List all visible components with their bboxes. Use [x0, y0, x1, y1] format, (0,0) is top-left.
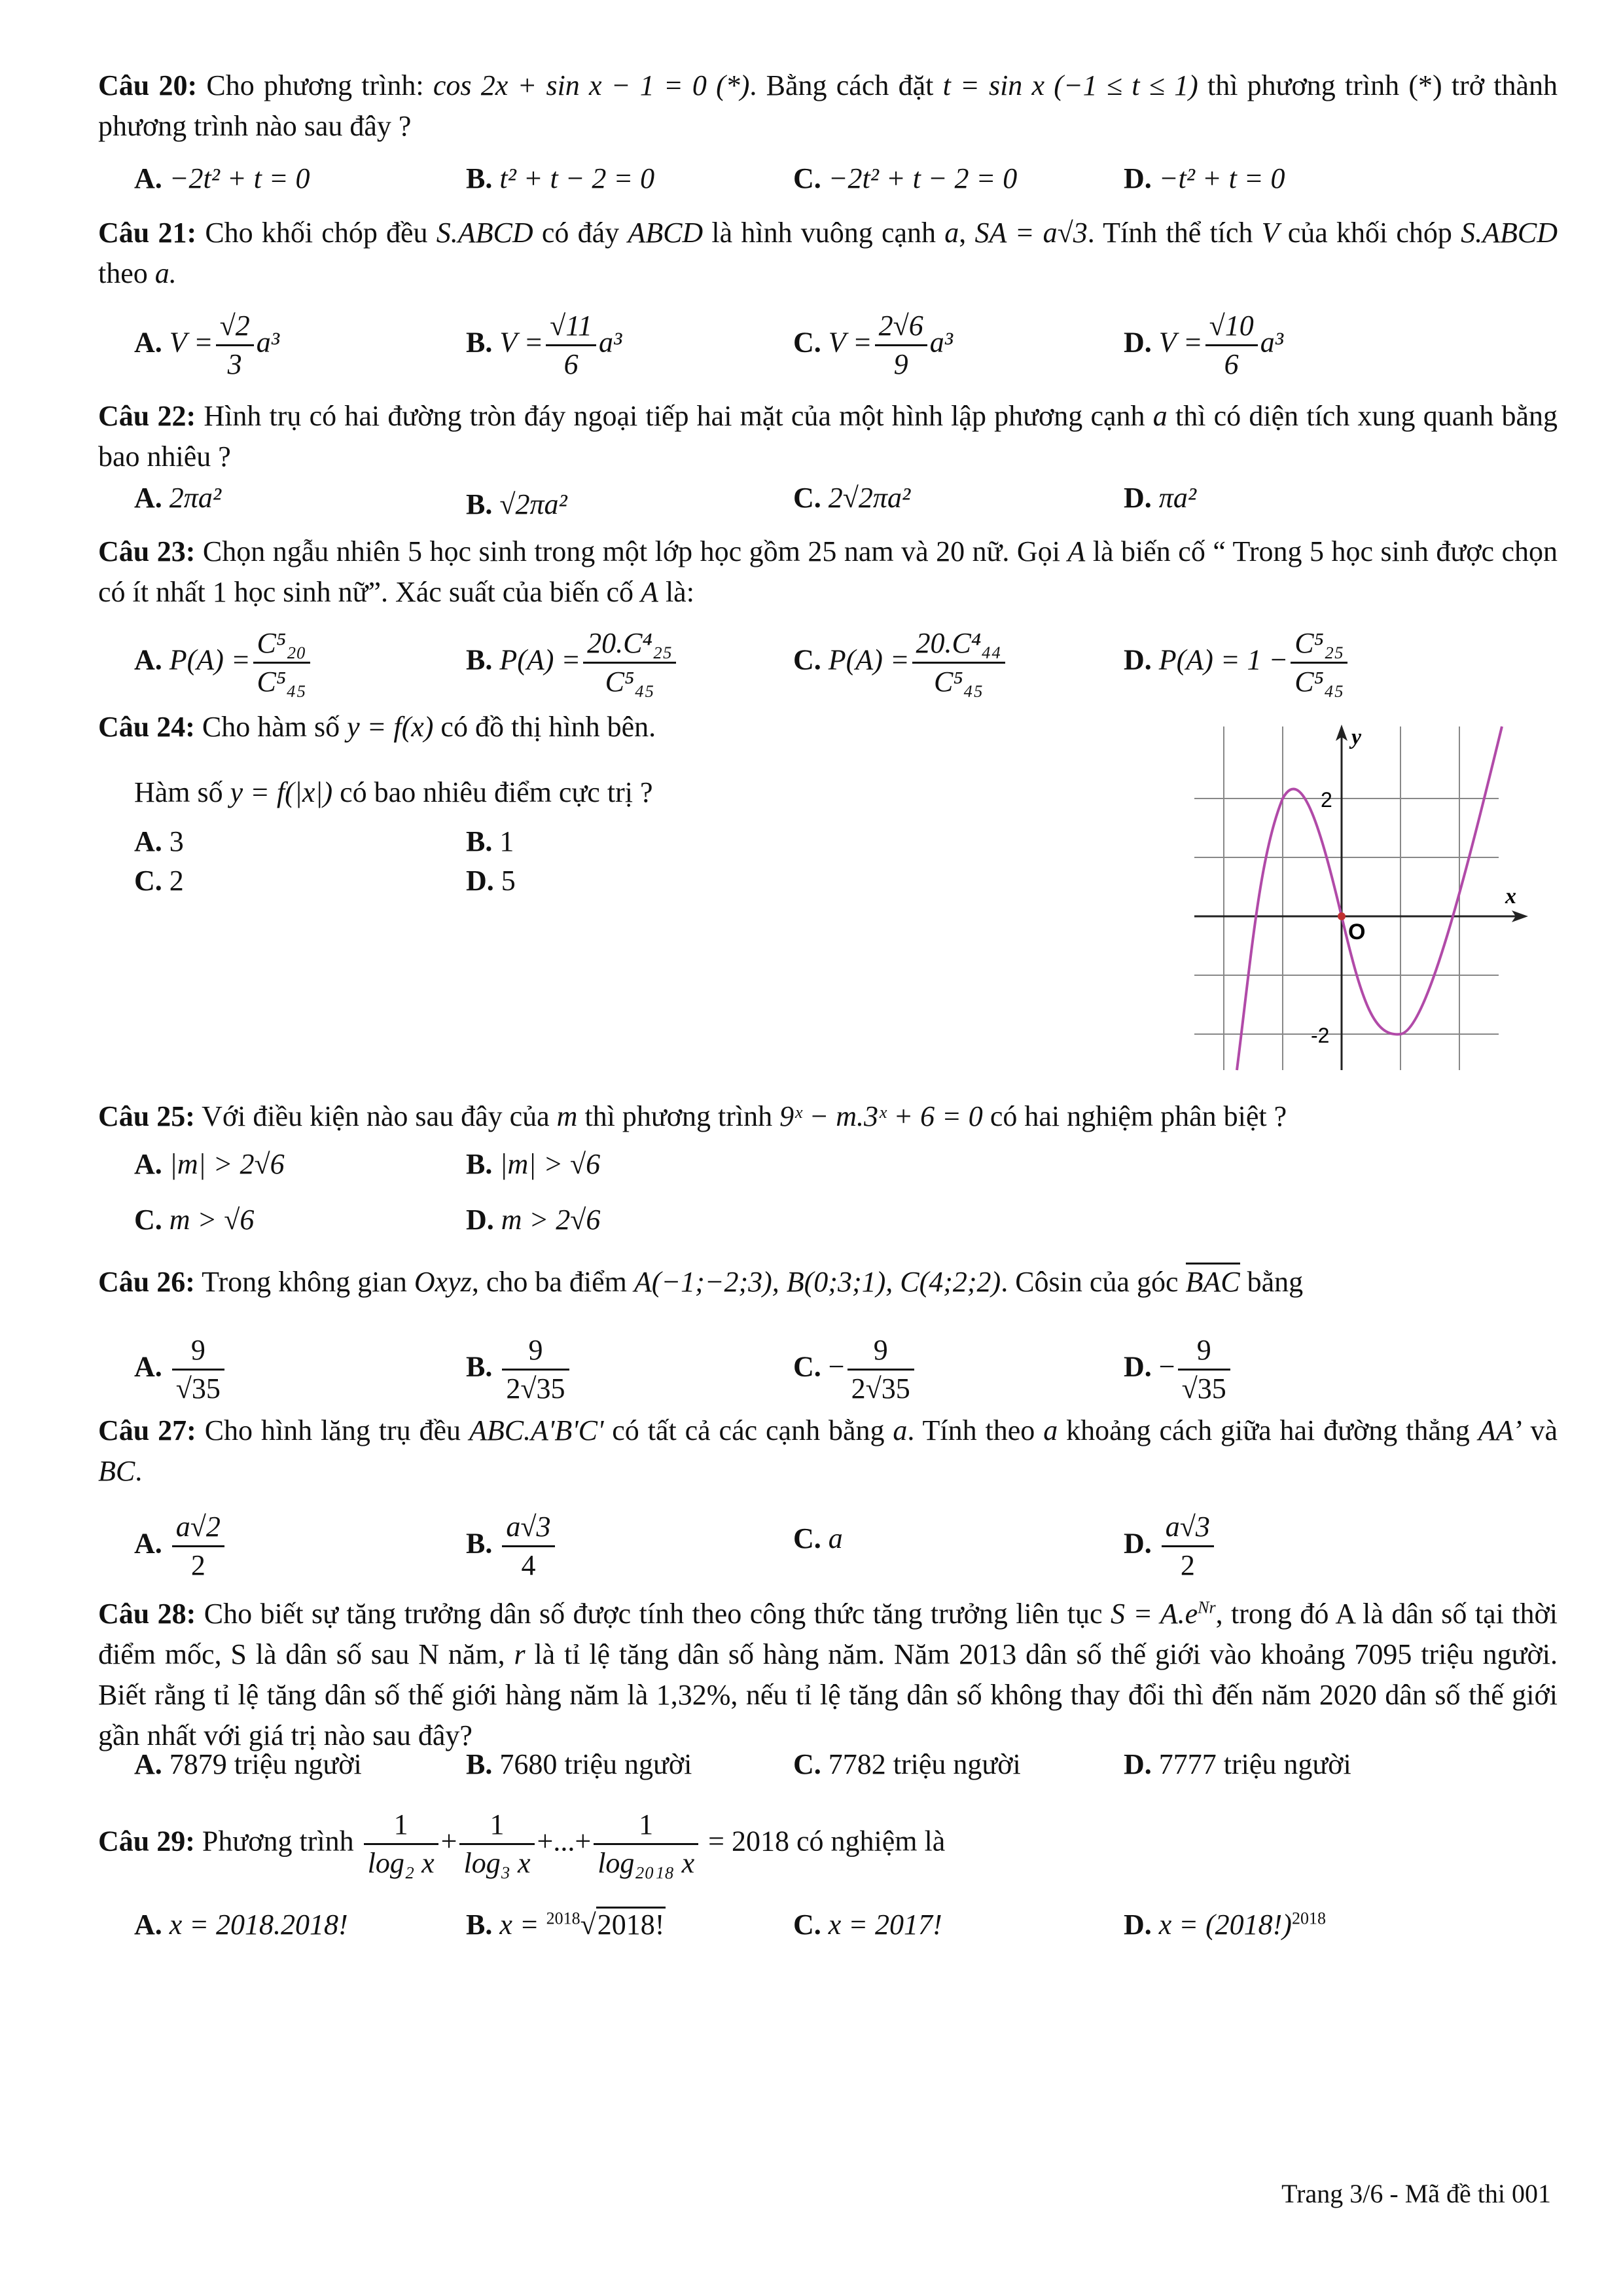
answer-prefix: x = (2018!) [1158, 1909, 1292, 1941]
numerator: C⁵₂₅ [1291, 625, 1347, 664]
answer-label: D. [466, 1204, 494, 1236]
math: BC [98, 1455, 135, 1487]
answer-label: D. [1124, 1527, 1152, 1560]
question-text: là biến cố “ Trong 5 học sinh được chọn có ít nhất 1 học sinh nữ”. Xác suất của biến cố [98, 535, 1558, 608]
answer-a [134, 1509, 227, 1584]
math: A [641, 576, 658, 608]
answer-label: D. [1124, 162, 1152, 194]
fraction [364, 1806, 438, 1882]
answer-label: B. [466, 1350, 493, 1383]
answer-a [134, 1144, 285, 1185]
equation-rhs: = 2018 [708, 1825, 789, 1857]
math: y = f(x) [347, 711, 434, 743]
question-text: Cho phương trình: [206, 69, 424, 101]
answer-label: B. [466, 162, 493, 194]
answer-prefix: x = [499, 1909, 539, 1941]
answer-value: 7782 [828, 1748, 886, 1780]
answer-rhs: a³ [599, 326, 622, 359]
question-label: Câu 21: [98, 217, 197, 249]
math: a [893, 1414, 908, 1446]
answer-c [793, 625, 1008, 700]
numerator: a√3 [502, 1509, 554, 1547]
question-label: Câu 26: [98, 1266, 195, 1298]
answer-d [1124, 625, 1350, 700]
question-21: Câu 21: Cho khối chóp đều S.ABCD có đáy ABCD là hình vuông cạnh a, SA = a√3. Tính thể tích V của khối chóp S.ABCD theo a. [98, 217, 1558, 289]
x-axis-label: x [1505, 884, 1516, 908]
answer-label: C. [793, 482, 821, 514]
answer-c [793, 1744, 1021, 1785]
answer-label: A. [134, 326, 162, 359]
numerator: 9 [172, 1332, 224, 1371]
answer-c [793, 158, 1017, 199]
answer-label: A. [134, 1148, 162, 1180]
answer-value: 7777 [1158, 1748, 1217, 1780]
answer-value: |m| > 2√6 [169, 1148, 285, 1180]
question-text: . Tính theo [907, 1414, 1035, 1446]
angle: BAC [1186, 1263, 1240, 1298]
question-text: . Tính thể tích [1087, 217, 1253, 249]
answer-label: C. [793, 1522, 821, 1554]
question-label: Câu 20: [98, 69, 198, 101]
answer-label: C. [134, 1204, 162, 1236]
fraction [546, 308, 596, 383]
fraction [1205, 308, 1258, 383]
answer-b [466, 1509, 558, 1584]
tick-label-2: 2 [1321, 788, 1332, 812]
numerator: 9 [1178, 1332, 1230, 1371]
answer-d [1124, 1905, 1326, 1945]
question-label: Câu 28: [98, 1598, 196, 1630]
fraction [1291, 625, 1347, 700]
answer-value: −2t² + t = 0 [169, 162, 310, 194]
answer-c [134, 861, 184, 901]
denominator: 2 [1180, 1549, 1195, 1581]
function-graph [1191, 723, 1531, 1073]
question-text: . Bằng cách đặt [749, 69, 934, 101]
answer-prefix: 1 − [1247, 643, 1289, 676]
answer-unit: triệu người [564, 1748, 692, 1780]
math: r [514, 1638, 526, 1670]
answer-a [134, 1332, 227, 1407]
question-24-sub [134, 772, 652, 813]
fraction [459, 1806, 534, 1882]
answer-label: B. [466, 488, 493, 520]
answer-value: πa² [1158, 482, 1197, 514]
answer-value: √2πa² [499, 488, 567, 520]
answer-label: B. [466, 1527, 493, 1560]
denominator: 9 [893, 348, 908, 380]
math: ABCD [628, 217, 704, 249]
answer-rhs: a³ [929, 326, 953, 359]
denominator: C⁵₄₅ [934, 666, 984, 698]
answer-value: 2πa² [169, 482, 222, 514]
answer-rhs: a³ [1260, 326, 1283, 359]
question-label: Câu 25: [98, 1100, 195, 1132]
page-footer: Trang 3/6 - Mã đề thi 001 [1281, 2179, 1551, 2208]
math: y = f(|x|) [230, 776, 333, 808]
answer-d [1124, 1332, 1233, 1407]
answer-label: B. [466, 643, 493, 676]
grid [1194, 726, 1499, 1070]
answer-d [466, 861, 516, 901]
answer-lhs: P(A) = [169, 643, 251, 676]
question-label: Câu 24: [98, 711, 195, 743]
question-text: của khối chóp [1287, 217, 1452, 249]
answer-label: D. [1124, 1748, 1152, 1780]
formula-base: S = A.e [1110, 1598, 1198, 1630]
numerator: √2 [216, 308, 254, 346]
answer-a [134, 478, 221, 518]
answer-lhs: V = [499, 326, 544, 359]
answer-label: C. [793, 1748, 821, 1780]
answer-value: −t² + t = 0 [1158, 162, 1285, 194]
math: a [944, 217, 959, 249]
question-text: có nghiệm là [796, 1825, 946, 1857]
question-text: bằng [1247, 1266, 1304, 1298]
answer-value: a [828, 1522, 843, 1554]
answer-c [793, 1332, 917, 1407]
denominator: √35 [175, 1372, 221, 1405]
answer-b [466, 158, 654, 199]
question-text: khoảng cách giữa hai đường thẳng [1066, 1414, 1470, 1446]
answer-label: A. [134, 162, 162, 194]
answer-unit: triệu người [234, 1748, 362, 1780]
answer-label: D. [1124, 326, 1152, 359]
math: AA’ [1478, 1414, 1522, 1446]
answer-d [1124, 478, 1196, 518]
math: SA = a√3 [974, 217, 1088, 249]
answer-label: D. [1124, 1350, 1152, 1383]
question-27 [98, 1410, 1558, 1492]
answer-value: x = 2017! [828, 1909, 942, 1941]
fraction [875, 308, 927, 383]
question-22 [98, 396, 1558, 477]
answer-value: 5 [501, 865, 516, 897]
answer-rhs: a³ [256, 326, 279, 359]
question-text: . Côsin của góc [1001, 1266, 1179, 1298]
origin-label: O [1348, 920, 1366, 944]
answer-label: C. [793, 326, 821, 359]
answer-label: B. [466, 1748, 493, 1780]
numerator: 20.C⁴₄₄ [912, 625, 1005, 664]
denominator: √35 [1181, 1372, 1226, 1405]
origin-point [1338, 912, 1346, 920]
denominator: C⁵₄₅ [1294, 666, 1344, 698]
fraction [1162, 1509, 1214, 1584]
math: Oxyz [414, 1266, 472, 1298]
question-label: Câu 23: [98, 535, 196, 567]
answer-value: −2t² + t − 2 = 0 [828, 162, 1018, 194]
numerator: 2√6 [875, 308, 927, 346]
numerator: 20.C⁴₂₅ [583, 625, 676, 664]
numerator: 1 [594, 1806, 698, 1845]
math: m [556, 1100, 578, 1132]
answer-c [793, 308, 953, 383]
numerator: √10 [1205, 308, 1258, 346]
answer-sign: − [828, 1350, 845, 1383]
answer-label: B. [466, 1909, 493, 1941]
question-text: Hàm số [134, 776, 223, 808]
denominator: 6 [1224, 348, 1239, 380]
answer-label: A. [134, 482, 162, 514]
question-26 [98, 1262, 1303, 1302]
math: S.ABCD [1461, 217, 1558, 249]
equation: cos 2x + sin x − 1 = 0 (*) [433, 69, 750, 101]
question-text: Chọn ngẫu nhiên 5 học sinh trong một lớp học gồm 25 nam và 20 nữ. Gọi [202, 535, 1060, 567]
fraction [216, 308, 254, 383]
math: a. [154, 257, 177, 289]
answer-d [1124, 308, 1283, 383]
question-text: là hình vuông cạnh [711, 217, 936, 249]
denominator: 6 [563, 348, 579, 380]
answer-label: B. [466, 1148, 493, 1180]
denominator: log₃ x [463, 1847, 531, 1879]
answer-value: 7879 [169, 1748, 227, 1780]
answer-lhs: P(A) = [1158, 643, 1240, 676]
answer-d [1124, 158, 1285, 199]
answer-unit: triệu người [893, 1748, 1021, 1780]
answer-a [134, 158, 310, 199]
answer-b [466, 308, 622, 383]
numerator: √11 [546, 308, 596, 346]
answer-c [134, 1200, 254, 1240]
answer-value: 7680 [499, 1748, 558, 1780]
question-text: thì phương trình (*) trở thành phương trình nào sau đây ? [98, 69, 1558, 142]
answer-label: B. [466, 326, 493, 359]
function-curve [1237, 726, 1502, 1070]
answer-label: A. [134, 825, 162, 857]
answer-label: D. [1124, 1909, 1152, 1941]
fraction [912, 625, 1005, 700]
answer-value: 1 [499, 825, 514, 857]
answer-label: D. [466, 865, 494, 897]
answer-b [466, 1144, 600, 1185]
question-text: theo [98, 257, 148, 289]
answer-value: t² + t − 2 = 0 [499, 162, 655, 194]
fraction [1178, 1332, 1230, 1407]
question-25 [98, 1096, 1287, 1137]
numerator: 1 [459, 1806, 534, 1845]
question-text: Cho khối chóp đều [205, 217, 428, 249]
denominator: C⁵₄₅ [257, 666, 306, 698]
denominator: log₂₀₁₈ x [597, 1847, 695, 1879]
tick-label-neg2: -2 [1311, 1024, 1330, 1047]
numerator: 1 [364, 1806, 438, 1845]
answer-label: A. [134, 643, 162, 676]
answer-lhs: P(A) = [499, 643, 581, 676]
denominator: 2 [190, 1549, 205, 1581]
answer-value: 2 [169, 865, 184, 897]
answer-label: C. [793, 1909, 821, 1941]
question-text: , cho ba điểm [471, 1266, 627, 1298]
question-text: Với điều kiện nào sau đây của [202, 1100, 550, 1132]
denominator: 3 [227, 348, 242, 380]
numerator: a√2 [172, 1509, 224, 1547]
question-text: có bao nhiêu điểm cực trị ? [340, 776, 653, 808]
answer-label: C. [793, 1350, 821, 1383]
question-24 [98, 707, 656, 747]
math: V [1261, 217, 1279, 249]
substitution: t = sin x (−1 ≤ t ≤ 1) [942, 69, 1198, 101]
question-text: Phương trình [202, 1825, 354, 1857]
formula [1111, 1598, 1216, 1630]
question-text: Trong không gian [202, 1266, 407, 1298]
question-text: có đáy [541, 217, 620, 249]
answer-d [466, 1200, 600, 1240]
fraction [172, 1509, 224, 1584]
fraction [847, 1332, 914, 1407]
answer-sign: − [1158, 1350, 1175, 1383]
fraction [502, 1509, 554, 1584]
answer-label: D. [1124, 482, 1152, 514]
denominator: 2√35 [851, 1372, 910, 1405]
question-text: có hai nghiệm phân biệt ? [990, 1100, 1287, 1132]
answer-label: C. [793, 643, 821, 676]
question-28 [98, 1594, 1558, 1756]
numerator: a√3 [1162, 1509, 1214, 1547]
answer-lhs: V = [1158, 326, 1203, 359]
answer-lhs: V = [828, 326, 872, 359]
answer-a [134, 308, 279, 383]
answer-a [134, 1905, 348, 1945]
denominator: C⁵₄₅ [605, 666, 654, 698]
math: A [1067, 535, 1086, 567]
numerator: 9 [502, 1332, 569, 1371]
answer-label: C. [134, 865, 162, 897]
math: a [1043, 1414, 1058, 1446]
ellipsis: +...+ [537, 1825, 592, 1857]
answer-lhs: P(A) = [828, 643, 910, 676]
answer-value: x = 2018.2018! [169, 1909, 348, 1941]
answer-label: A. [134, 1748, 162, 1780]
formula-exponent: Nr [1198, 1598, 1216, 1617]
question-text: là: [665, 576, 694, 608]
answer-d [1124, 1509, 1217, 1584]
answer-b [466, 625, 679, 700]
question-text: Cho biết sự tăng trưởng dân số được tính theo công thức tăng trưởng liên tục [204, 1598, 1103, 1630]
answer-value: m > 2√6 [501, 1204, 601, 1236]
question-text: có tất cả các cạnh bằng [612, 1414, 885, 1446]
denominator: log₂ x [367, 1847, 435, 1879]
fraction [172, 1332, 224, 1407]
question-label: Câu 27: [98, 1414, 196, 1446]
answer-value: |m| > √6 [499, 1148, 601, 1180]
answer-value: m > √6 [169, 1204, 255, 1236]
math: S.ABCD [436, 217, 533, 249]
answer-label: D. [1124, 643, 1152, 676]
question-29: Câu 29: Phương trình $\frac{1}{\text{log₂ x}}$ + $\frac{1}{\text{log₃ x}}$ +...+ $\frac{1}{\text{log₂₀₁₈ x}}$ = 2018 có nghiệm là [98, 1806, 945, 1882]
answer-b [466, 484, 567, 525]
numerator: 9 [847, 1332, 914, 1371]
question-20 [98, 65, 1558, 147]
question-text: thì phương trình [584, 1100, 773, 1132]
answer-label: A. [134, 1350, 162, 1383]
answer-label: A. [134, 1527, 162, 1560]
fraction [253, 625, 310, 700]
answer-value: 3 [169, 825, 184, 857]
question-text: Cho hình lăng trụ đều [204, 1414, 461, 1446]
answer-label: C. [793, 162, 821, 194]
root-index: 2018 [546, 1909, 580, 1928]
answer-b: B. x = $^{2018}$√2018! [466, 1905, 666, 1945]
question-text: . [135, 1455, 143, 1487]
numerator: C⁵₂₀ [253, 625, 310, 664]
question-text: là tỉ lệ tăng dân số hàng năm. Năm 2013 dân số thế giới vào khoảng 7095 triệu người. Biết rằng tỉ lệ tăng dân số thế giới hàng năm là 1,32%, nếu tỉ lệ tăng dân số không thay đổi thì đến năm 2020 dân số thế giới gần nhất với giá trị nào sau đây? [98, 1638, 1558, 1751]
denominator: 2√35 [506, 1372, 565, 1405]
question-text: , trong đó A là dân số tại thời điểm mốc, S là dân số sau N năm, [98, 1598, 1558, 1670]
answer-c [793, 478, 910, 518]
answer-a [134, 625, 313, 700]
answer-a [134, 821, 184, 862]
answer-d [1124, 1744, 1351, 1785]
answer-b [466, 1744, 692, 1785]
fraction [594, 1806, 698, 1882]
answer-c [793, 1518, 843, 1559]
question-text: Hình trụ có hai đường tròn đáy ngoại tiếp hai mặt của một hình lập phương cạnh [204, 400, 1145, 432]
question-text: và [1530, 1414, 1558, 1446]
fraction [502, 1332, 569, 1407]
radicand: 2018! [596, 1907, 666, 1941]
answer-label: A. [134, 1909, 162, 1941]
exponent: 2018 [1291, 1909, 1326, 1928]
answer-label: B. [466, 825, 493, 857]
question-label: Câu 29: [98, 1825, 195, 1857]
question-label: Câu 22: [98, 400, 196, 432]
answer-unit: triệu người [1223, 1748, 1351, 1780]
answer-b [466, 821, 514, 862]
answer-a [134, 1744, 362, 1785]
equation: 9ˣ − m.3ˣ + 6 = 0 [779, 1100, 983, 1132]
math: A(−1;−2;3), B(0;3;1), C(4;2;2) [633, 1266, 1001, 1298]
answer-c [793, 1905, 942, 1945]
question-text: thì có diện tích xung quanh bằng bao nhiêu ? [98, 400, 1558, 473]
question-text: Cho hàm số [202, 711, 340, 743]
answer-value: 2√2πa² [828, 482, 911, 514]
answer-lhs: V = [169, 326, 213, 359]
fraction [583, 625, 676, 700]
y-axis-label: y [1351, 725, 1362, 749]
answer-b [466, 1332, 572, 1407]
math: ABC.A'B'C' [469, 1414, 604, 1446]
question-text: có đồ thị hình bên. [440, 711, 656, 743]
denominator: 4 [521, 1549, 536, 1581]
question-23 [98, 531, 1558, 613]
math: a [1152, 400, 1168, 432]
